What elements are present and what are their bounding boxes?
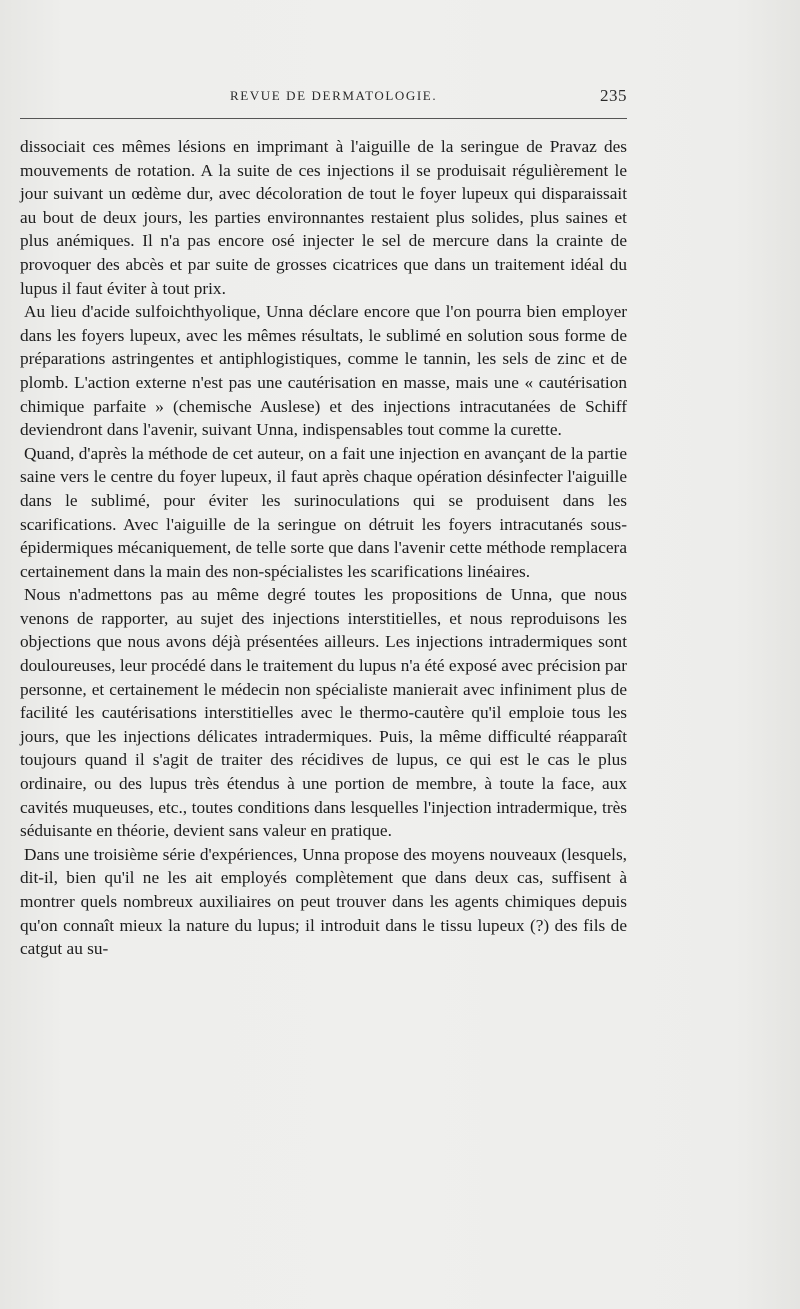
paragraph-4: Nous n'admettons pas au même degré toutes les propositions de Unna, que nous venons de rapporter, au sujet des injections interstitielles, et nous reproduisons les objections que nous avons déjà présentées ailleurs. Les injections intradermiques sont douloureuses, leur procédé dans le traitement du lupus n'a été exposé avec précision par personne, et certainement le médecin non spécialiste manierait avec infiniment plus de facilité les cautérisations interstitielles avec le thermo-cautère qu'il emploie tous les jours, que les injections délicates intradermiques. Puis, la même difficulté réapparaît toujours quand il s'agit de traiter des récidives de lupus, ce qui est le cas le plus ordinaire, ou des lupus très étendus à une portion de membre, à toute la face, aux cavités muqueuses, etc., toutes conditions dans lesquelles l'injection intradermique, très séduisante en théorie, devient sans valeur en pratique. bbox=[20, 585, 627, 841]
paragraph-3: Quand, d'après la méthode de cet auteur, on a fait une injection en avançant de la partie saine vers le centre du foyer lupeux, il faut après chaque opération désinfecter l'aiguille dans le sublimé, pour éviter les surinoculations qui se produisent dans les scarifications. Avec l'aiguille de la seringue on détruit les foyers intracutanés sous-épidermiques mécaniquement, de telle sorte que dans l'avenir cette méthode remplacera certainement dans la main des non-spécialistes les scarifications linéaires. bbox=[20, 443, 627, 581]
paragraph-1: dissociait ces mêmes lésions en imprimant à l'aiguille de la seringue de Pravaz des mouvements de rotation. A la suite de ces injections il se produisait régulièrement le jour suivant un œdème dur, avec décoloration de tout le foyer lupeux qui disparaissait au bout de deux jours, les parties environnantes restaient plus solides, plus saines et plus anémiques. Il n'a pas encore osé injecter le sel de mercure dans la crainte de provoquer des abcès et par suite de grosses cicatrices que dans un traitement idéal du lupus il faut éviter à tout prix. bbox=[20, 137, 627, 298]
running-title: REVUE DE DERMATOLOGIE. bbox=[230, 88, 438, 103]
page-header bbox=[20, 88, 627, 108]
header-rule bbox=[20, 118, 627, 119]
body-text bbox=[20, 135, 627, 961]
paragraph-5: Dans une troisième série d'expériences, Unna propose des moyens nouveaux (lesquels, dit-il, bien qu'il ne les ait employés complètement que dans deux cas, suffisent à montrer quels nombreux auxiliaires on peut trouver dans les agents chimiques depuis qu'on connaît mieux la nature du lupus; il introduit dans le tissu lupeux (?) des fils de catgut au su- bbox=[20, 844, 627, 959]
page-number: 235 bbox=[600, 86, 627, 105]
paragraph-2: Au lieu d'acide sulfoichthyolique, Unna déclare encore que l'on pourra bien employer dans les foyers lupeux, avec les mêmes résultats, le sublimé en solution sous forme de préparations astringentes et antiphlogistiques, comme le tannin, les sels de zinc et de plomb. L'action externe n'est pas une cautérisation en masse, mais une « cautérisation chimique parfaite » (chemische Auslese) et des injections intracutanées de Schiff deviendront dans l'avenir, suivant Unna, indispensables tout comme la curette. bbox=[20, 302, 627, 440]
